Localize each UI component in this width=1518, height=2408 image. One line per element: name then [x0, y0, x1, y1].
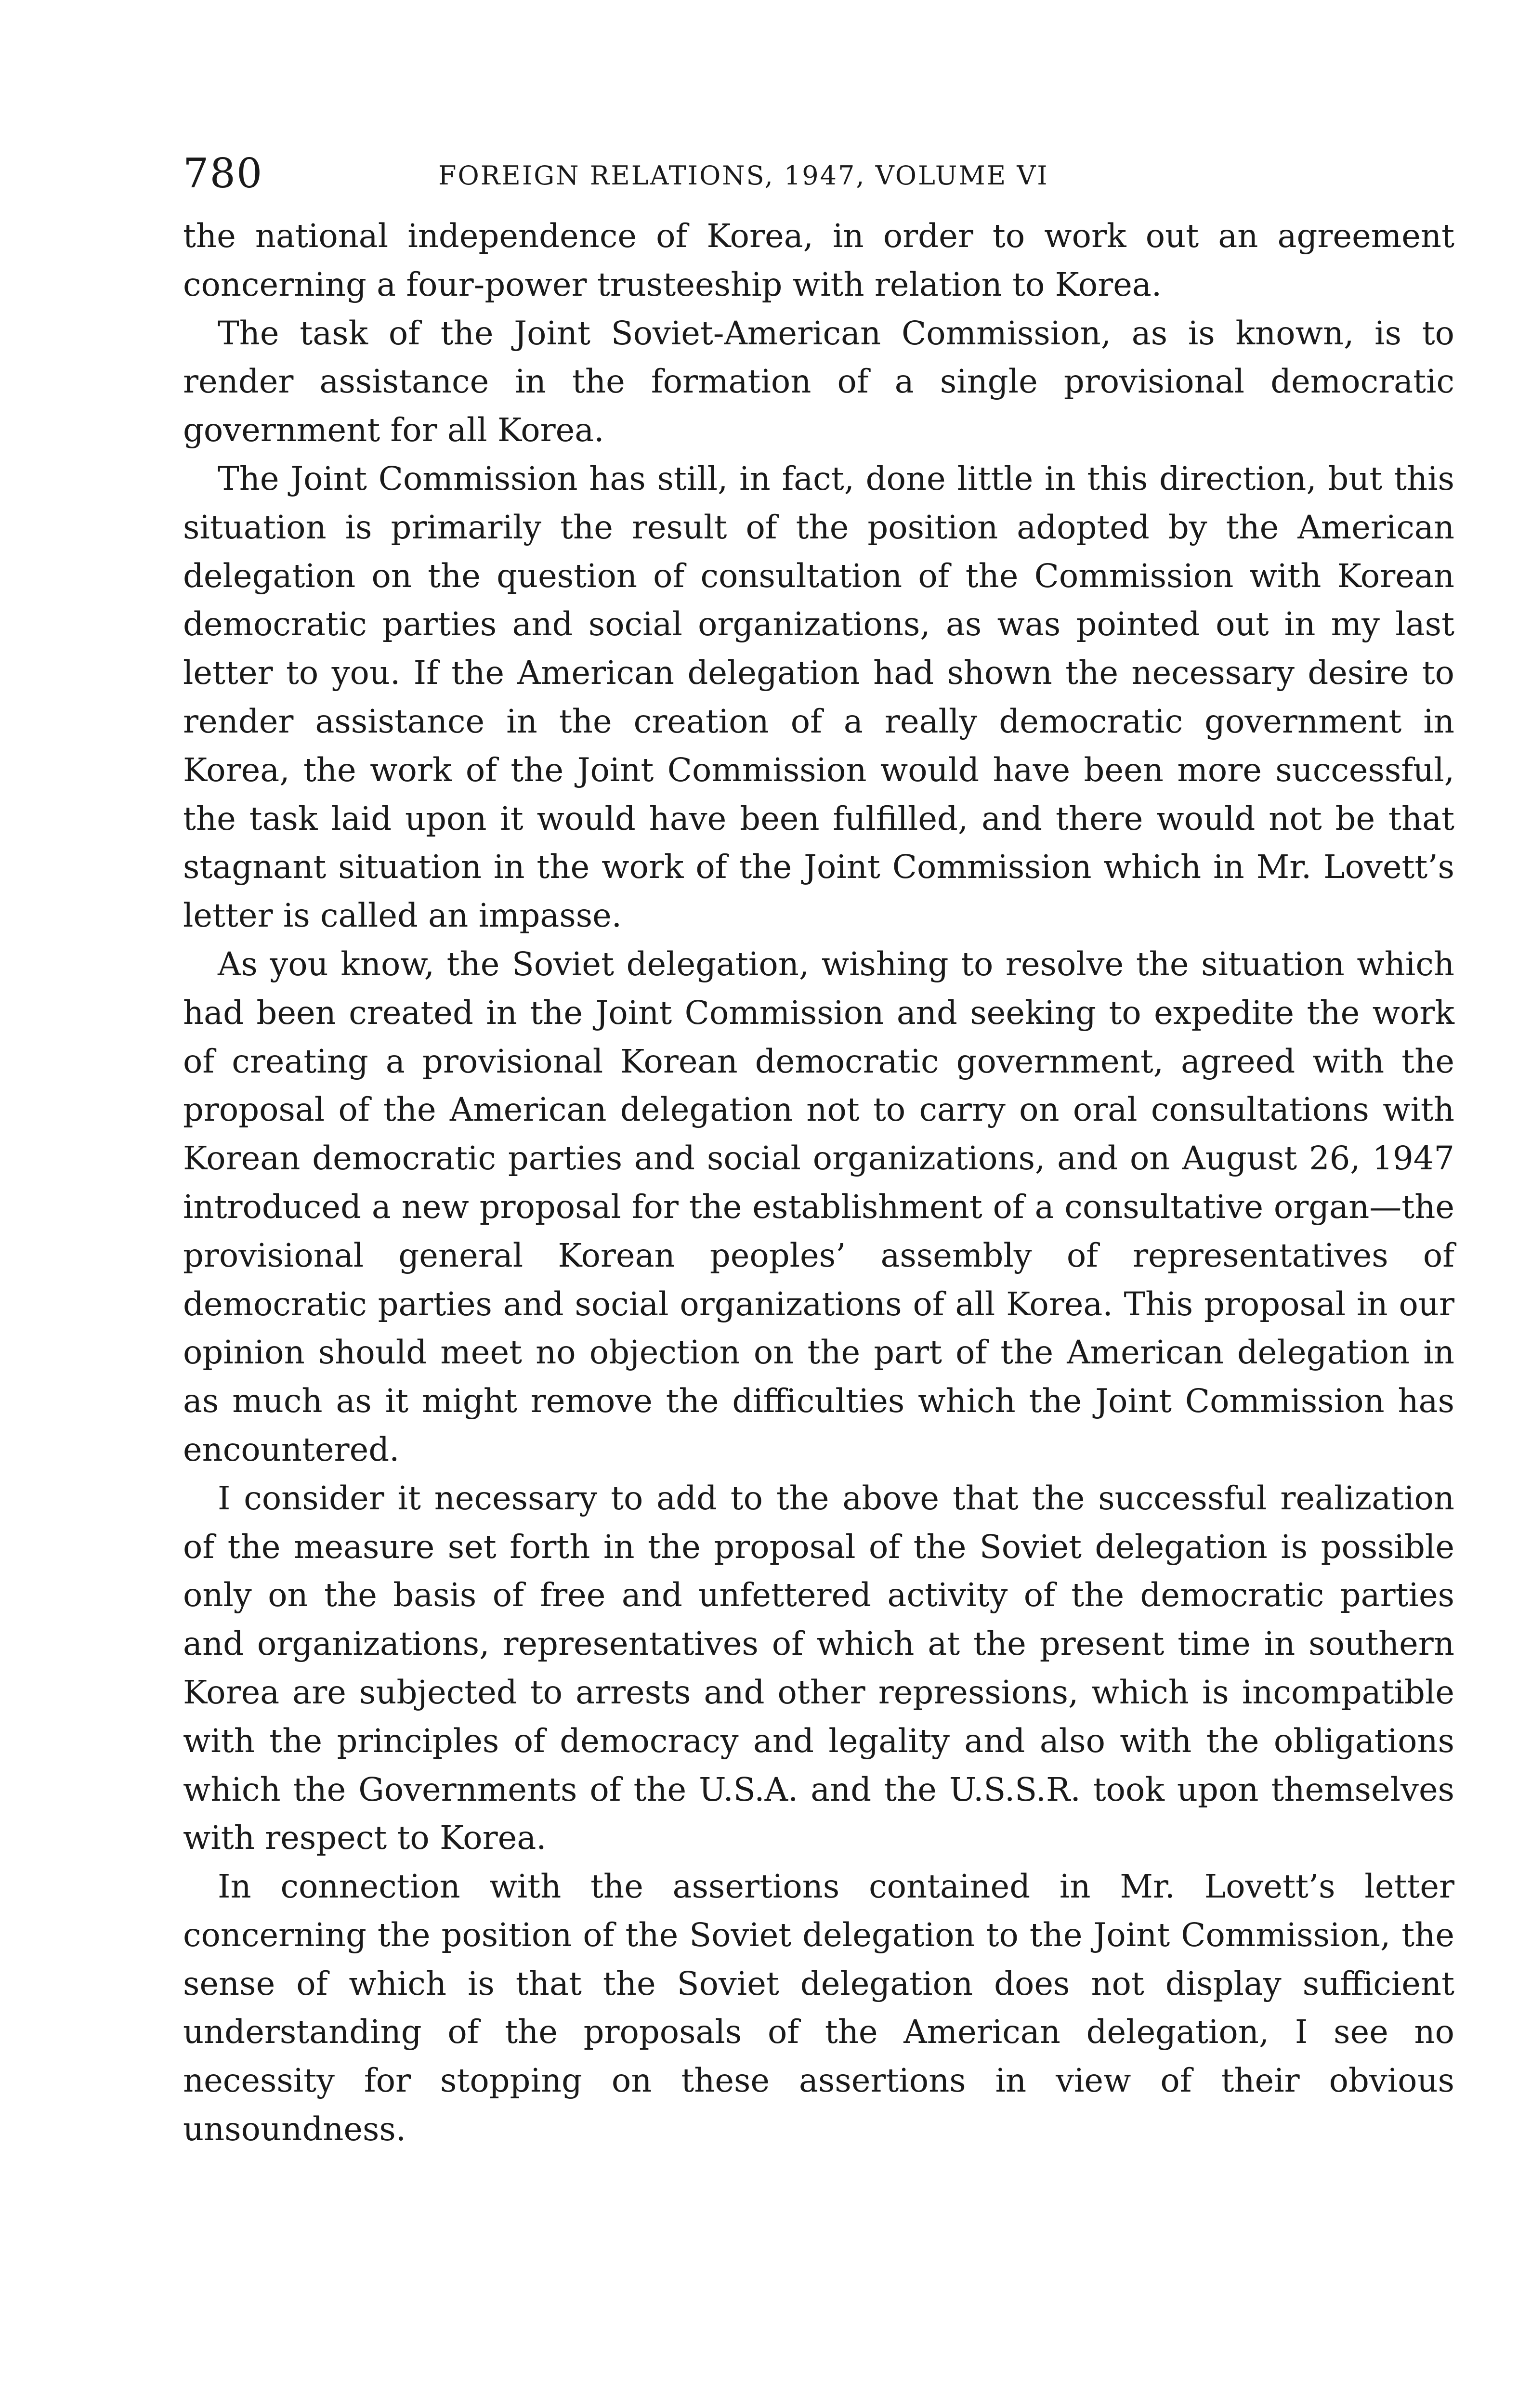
paragraph: In connection with the assertions contained in Mr. Lovett’s letter concerning the position of the Soviet delegation to the Joint Commission, the sense of which is that the Soviet delegation does not display sufficient understanding of the proposals of the American delegation, I see no necessity for stopping on these assertions in view of their obvious unsoundness. — [183, 1868, 1454, 2148]
running-head: FOREIGN RELATIONS, 1947, VOLUME VI — [438, 160, 1049, 191]
paragraph: As you know, the Soviet delegation, wishing to resolve the situation which had been created in the Joint Commission and seeking to expedite the work of creating a provisional Korean democratic government, agreed with the proposal of the American delegation not to carry on oral consultations with Korean democratic parties and social organizations, and on August 26, 1947 introduced a new proposal for the establishment of a consultative organ—the provisional general Korean peoples’ assembly of representatives of democratic parties and social organizations of all Korea. This proposal in our opinion should meet no objection on the part of the American delegation in as much as it might remove the difficulties which the Joint Commission has encountered. — [183, 945, 1454, 1468]
body-text — [183, 212, 1454, 2154]
document-page — [183, 144, 1454, 2154]
paragraph: The Joint Commission has still, in fact, done little in this direction, but this situation is primarily the result of the position adopted by the American delegation on the question of consultation of the Commission with Korean democratic parties and social organizations, as was pointed out in my last letter to you. If the American delegation had shown the necessary desire to render assistance in the creation of a really democratic government in Korea, the work of the Joint Commission would have been more successful, the task laid upon it would have been fulfilled, and there would not be that stagnant situation in the work of the Joint Commission which in Mr. Lovett’s letter is called an impasse. — [183, 459, 1454, 935]
paragraph: I consider it necessary to add to the above that the successful realization of the measure set forth in the proposal of the Soviet delegation is possible only on the basis of free and unfettered activity of the democratic parties and organizations, representatives of which at the present time in southern Korea are subjected to arrests and other repressions, which is incompatible with the principles of democracy and legality and also with the obligations which the Governments of the U.S.A. and the U.S.S.R. took upon themselves with respect to Korea. — [183, 1479, 1454, 1857]
paragraph: The task of the Joint Soviet-American Commission, as is known, is to render assistance in the formation of a single provisional democratic government for all Korea. — [183, 314, 1454, 449]
page-number: 780 — [183, 150, 263, 197]
page-header — [183, 144, 1454, 207]
paragraph-continuation: the national independence of Korea, in order to work out an agreement concerning a four-power trusteeship with relation to Korea. — [183, 217, 1454, 303]
